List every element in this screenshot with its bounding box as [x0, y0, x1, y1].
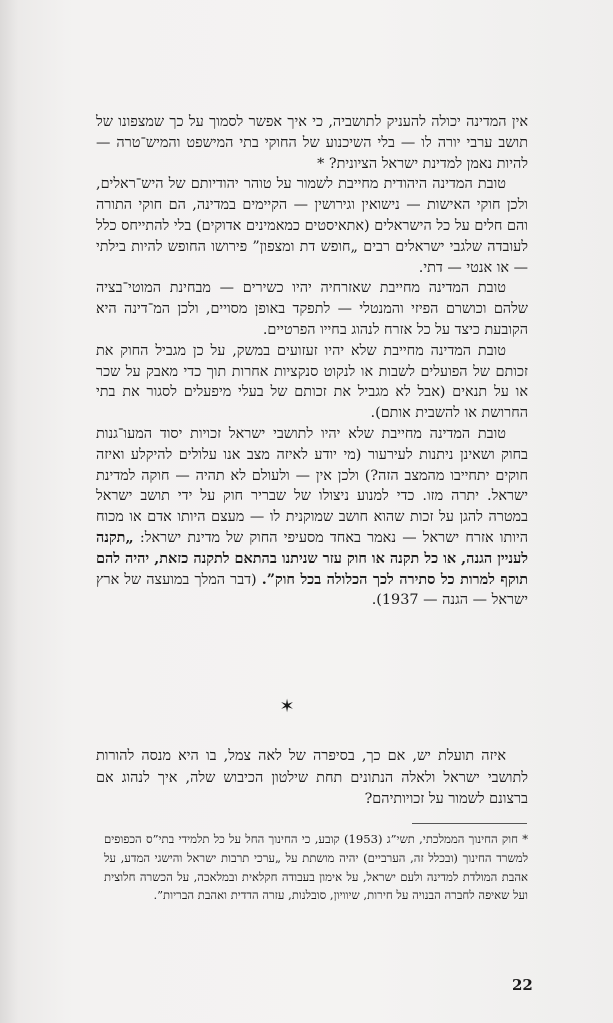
quote-source: (דבר המלך במועצה של ארץ ישראל — הגנה — 1937). [96, 571, 528, 609]
paragraph-1: אין המדינה יכולה להעניק לתושביה, כי איך אפשר לסמוך על כך שמצפונו של תושב ערבי יורה לו — בלי השיכנוע של החוקי בתי המישפט והמיש־טרה — להיות נאמן למדינת ישראל הציונית? * [96, 114, 528, 172]
footnote-text: * חוק החינוך הממלכתי, תשי”ג (1953) קובע, כי החינוך החל על כל תלמידי בתי”ס הכפופים למשרד החינוך (ובכלל זה, הערביים) יהיה מושתת על „ערכי תרבות ישראל והישגי המדע, על אהבת המולדת למדינה ולעם ישראל, על אימון בעבודה חקלאית ובמלאכה, על הכשרה חלוצית ועל שאיפה לחברה הבנויה על חירות, שיוויון, סובלנות, עזרה הדדית ואהבת הבריות”. [104, 832, 528, 903]
page-gutter-shadow [0, 0, 18, 1023]
footnote-divider [412, 823, 527, 824]
page-number: 22 [512, 976, 533, 994]
paragraph-4: טובת המדינה מחייבת שלא יהיו זעזועים במשק, על כן מגביל החוק את זכותם של הפועלים לשבות או לנקוט סנקציות אחרות תוך כדי מאבק על שכר או על תנאים (אבל לא מגביל את זכותם של בעלי מיפעלים לסגור את בתי החרושת או להשבית אותם). [96, 342, 528, 422]
main-body-text [96, 112, 528, 611]
paragraph-3: טובת המדינה מחייבת שאזרחיה יהיו כשירים — מבחינת המוטי־בציה שלהם וכושרם הפיזי והמנטלי — לתפקד באופן מסויים, ולכן המ־דינה היא הקובעת כיצד על כל אזרח לנהוג בחייו הפרטיים. [96, 280, 528, 338]
paragraph-5-text: טובת המדינה מחייבת שלא יהיו לתושבי ישראל זכויות יסוד המעו־גנות בחוק ושאינן ניתנות לעירעור (מי יודע לאיזה מצב אנו עלולים להיקלע ואיזה חוקים יתחייבו מהמצב הזה?) ולכן אין — ולעולם לא תהיה — חוקה למדינת ישראל. יתרה מזו. כדי למנוע ניצולו של שבריר חוק על ידי תושב ישראל במטרה להגן על זכות שהוא חושב שמוקנית לו — מעצם היותו אדם או מכוח היותו אזרח ישראל — נאמר באחד מסעיפי החוק של מדינת ישראל: [96, 425, 528, 546]
closing-paragraph: איזה תועלת יש, אם כך, בסיפרה של לאה צמל, בו היא מנסה להורות לתושבי ישראל ולאלה הנתונים תחת שילטון הכיבוש שלה, איך לנהוג אם ברצונם לשמור על זכויותיהם? [96, 748, 528, 807]
quoted-regulation: „תקנה לעניין הגנה, או כל תקנה או חוק עזר שניתנו בהתאם לתקנה כזאת, יהיה להם תוקף למרות כל סתירה לכך הכלולה בכל חוק”. [96, 528, 528, 588]
closing-text [96, 746, 528, 811]
section-divider-star-icon: ✶ [279, 696, 295, 717]
paragraph-2: טובת המדינה היהודית מחייבת לשמור על טוהר יהודיותם של היש־ראלים, ולכן חוקי האישות — נישואין וגירושין — הקיימים במדינה, הם חוקי התורה והם חלים על כל הישראלים (אתאיסטים כמאמינים אדוקים) בלי להתייחס כלל לעובדה שלגבי ישראלים רבים „חופש דת ומצפון” פירושו החופש להיות בילתי — או אנטי — דתי. [96, 176, 528, 276]
paragraph-5 [96, 424, 528, 611]
footnote-block [104, 830, 528, 905]
